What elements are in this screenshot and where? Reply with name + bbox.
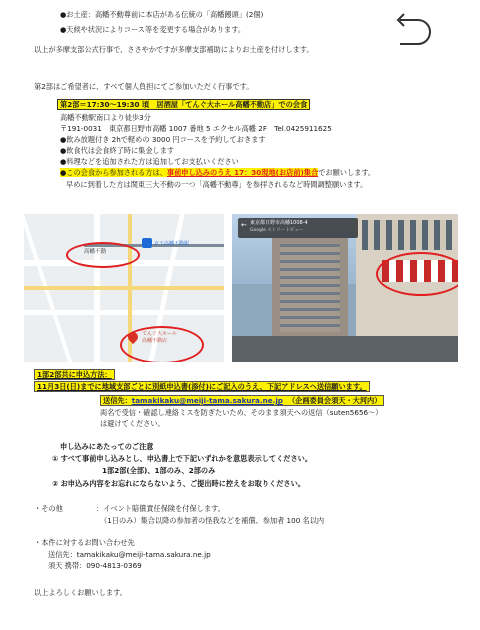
deadline-line <box>34 382 370 392</box>
apply-heading <box>34 370 115 380</box>
confirm-line-1: 両名で受信・確認し連絡ミスを防ぎたいため、そのまま須天への返信（suten5656～） <box>100 408 383 417</box>
apply-heading-text: 1部2部共に申込方法： <box>34 369 115 380</box>
location-map <box>24 214 224 362</box>
souvenir-line: ●お土産：高幡不動尊前に本店がある伝統の「高幡饅頭」(2個) <box>60 10 264 19</box>
pin-label-2: 高幡不動店 <box>142 338 168 344</box>
bullet-drinks: ●飲み放題付き 2hで軽めの 3000 円コースを予約しておきます <box>60 135 266 144</box>
notes-title: 申し込みにあたってのご注意 <box>60 442 154 451</box>
insurance-detail: （1日のみ）集合以降の参加者の怪我などを補償、参加者 100 名以内 <box>100 516 325 525</box>
send-person: （企画委員会須天・大河内） <box>287 396 382 405</box>
bullet-meeting <box>60 168 375 178</box>
pin-label-1: てんぐ大ホール <box>142 331 177 337</box>
note-1: ① すべて事前申し込みとし、申込書上で下記いずれかを意思表示してください。 <box>52 454 313 463</box>
streetview-subtitle: Google ストリートビュー <box>250 228 304 233</box>
send-email-link[interactable]: tamakikaku@meiji-tama.sakura.ne.jp <box>131 396 283 405</box>
send-label: 送信先： <box>103 396 132 405</box>
return-arrow-icon <box>396 12 432 52</box>
bullet-meeting-prefix: ●この会食から参加される方は、 <box>60 168 167 177</box>
early-arrival-note: 早めに到着した方は関東三大不動の一つ「高幡不動尊」を参拝されるなど時間調整願います。 <box>66 180 368 189</box>
street-view-photo <box>232 214 458 362</box>
station-label-2: 京王高幡不動駅 <box>154 241 190 247</box>
station-label: 高幡不動 <box>84 249 107 255</box>
send-line <box>100 396 384 406</box>
summary-line: 以上が多摩支部公式行事で、ささやかですが多摩支部補助によりお土産を付けします。 <box>34 45 314 54</box>
contact-title: ・本件に対するお問い合わせ先 <box>34 538 135 547</box>
train-station-icon <box>142 238 152 248</box>
note-1-options: 1部2部(全部)、1部のみ、2部のみ <box>102 466 216 475</box>
other-label: ・その他 <box>34 504 63 513</box>
bullet-meeting-red: 事前申し込みのうえ 17：30現地(お店前)集合 <box>166 168 319 177</box>
walk-line: 高幡不動駅南口より徒歩3分 <box>60 113 151 122</box>
bullet-payment: ●飲食代は会食終了時に集金します <box>60 146 175 155</box>
deadline-text: 11月3日(日)までに地域支部ごとに別紙申込書(添付)にご記入のうえ、下記アドレスへ送信願います。 <box>34 381 370 392</box>
part2-intro: 第2部はご希望者に、すべて個人負担にてご参加いただく行事です。 <box>34 82 254 91</box>
weather-note: ●天候や状況によりコース等を変更する場合があります。 <box>60 25 246 34</box>
confirm-line-2: は避けてください。 <box>100 419 165 428</box>
note-2: ② お申込み内容をお忘れにならないよう、ご提出時に控えをお取りください。 <box>52 479 305 488</box>
bullet-extra: ●料理などを追加された方は追加してお支払いください <box>60 157 239 166</box>
back-arrow-icon[interactable]: ← <box>241 221 247 229</box>
part2-heading <box>55 100 312 110</box>
awning-circle <box>376 252 458 296</box>
contact-email: 送信先：tamakikaku@meiji-tama.sakura.ne.jp <box>48 550 211 559</box>
street-road <box>232 336 458 362</box>
part2-heading-text: 第2部＝17:30～19:30 頃 居酒屋「てんぐ大ホール高幡不動店」での会食 <box>57 99 310 110</box>
contact-phone: 須天 携帯：090-4813-0369 <box>48 561 142 570</box>
insurance-line: ：イベント賠償責任保険を付保します。 <box>96 504 225 513</box>
bullet-meeting-suffix: でお願いします。 <box>318 168 376 177</box>
closing-line: 以上よろしくお願いします。 <box>34 588 127 597</box>
streetview-address: 東京都日野市高幡1008-4 <box>250 220 308 226</box>
address-line: 〒191-0031 東京都日野市高幡 1007 番地 5 エクセル高幡 2F Tel.0425911625 <box>60 124 332 133</box>
